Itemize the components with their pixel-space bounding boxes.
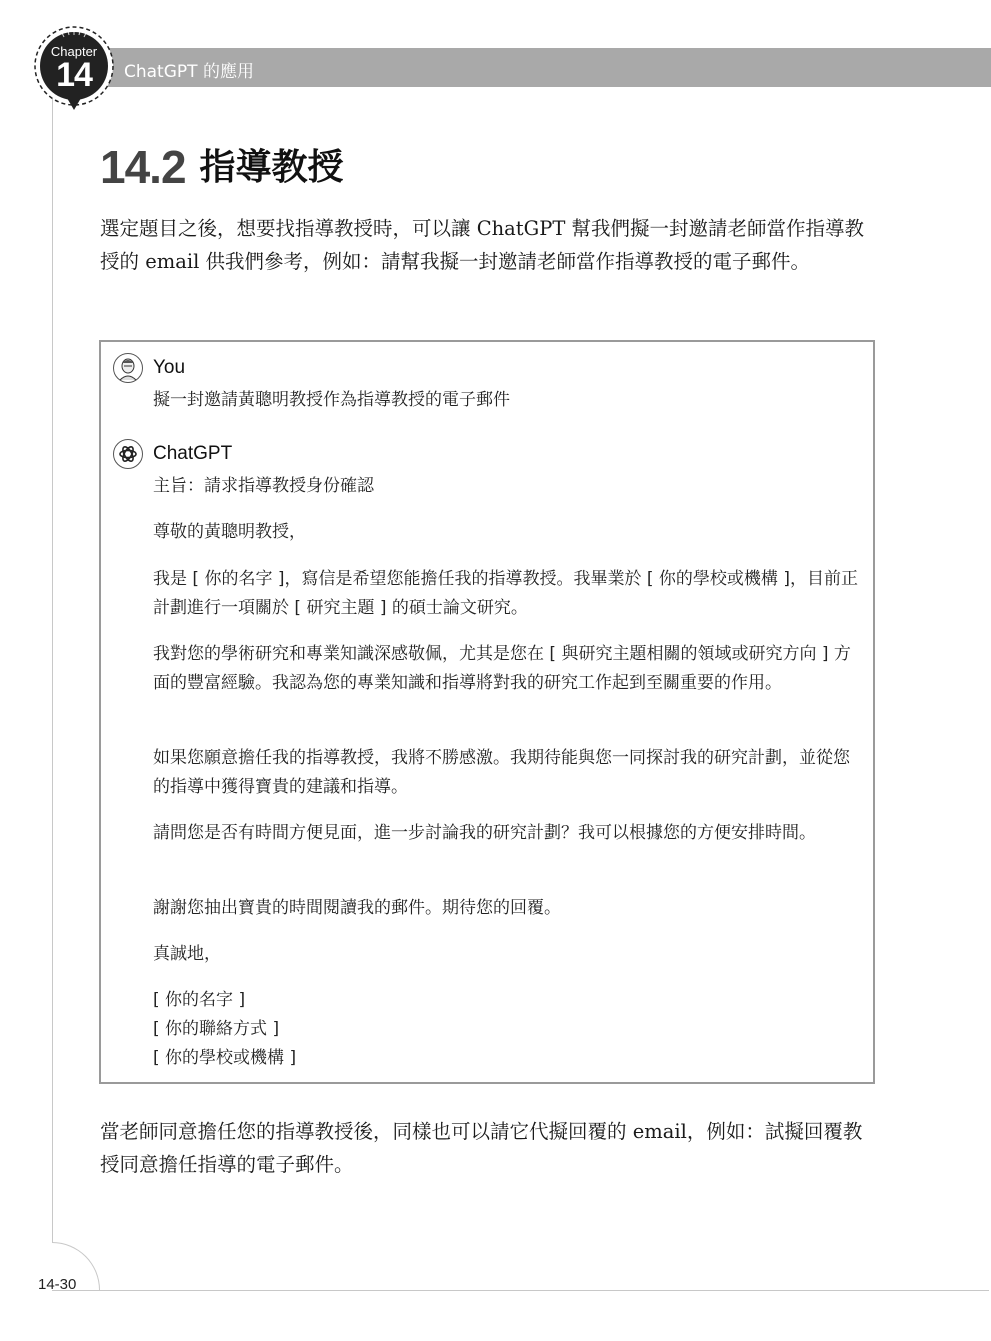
email-paragraph-4: 請問您是否有時間方便見面，進一步討論我的研究計劃？我可以根據您的方便安排時間。	[153, 823, 816, 843]
assistant-name: ChatGPT	[153, 443, 233, 464]
email-paragraph-3: 如果您願意擔任我的指導教授，我將不勝感激。我期待能與您一同探討我的研究計劃，並從您的指導中獲得寶貴的建議和指導。	[153, 748, 850, 797]
header-title: ChatGPT 的應用	[124, 62, 254, 82]
user-name: You	[153, 357, 186, 378]
chapter-label: Chapter	[50, 44, 98, 59]
email-greeting: 尊敬的黃聰明教授，	[153, 522, 306, 542]
email-subject: 主旨：請求指導教授身份確認	[153, 476, 374, 496]
email-sign-name: [ 你的名字 ]	[153, 990, 246, 1010]
chapter-number: 14	[56, 56, 92, 94]
chapter-badge	[34, 26, 114, 106]
user-avatar-icon	[113, 353, 143, 383]
email-closing: 真誠地，	[153, 944, 221, 964]
user-message: 擬一封邀請黃聰明教授作為指導教授的電子郵件	[153, 390, 510, 410]
chatgpt-logo-icon	[113, 439, 143, 469]
outro-paragraph: 當老師同意擔任您的指導教授後，同樣也可以請它代擬回覆的 email，例如：試擬回覆教授同意擔任指導的電子郵件。	[100, 1120, 863, 1176]
email-paragraph-1: 我是 [ 你的名字 ]，寫信是希望您能擔任我的指導教授。我畢業於 [ 你的學校或機構 ]，目前正計劃進行一項關於 [ 研究主題 ] 的碩士論文研究。	[153, 569, 858, 618]
intro-paragraph: 選定題目之後，想要找指導教授時，可以讓 ChatGPT 幫我們擬一封邀請老師當作指導教授的 email 供我們參考，例如：請幫我擬一封邀請老師當作指導教授的電子郵件。	[100, 217, 865, 273]
section-title: 指導教授	[199, 147, 344, 188]
chat-transcript	[99, 340, 875, 1084]
email-paragraph-2: 我對您的學術研究和專業知識深感敬佩，尤其是您在 [ 與研究主題相關的領域或研究方向 ] 方面的豐富經驗。我認為您的專業知識和指導將對我的研究工作起到至關重要的作用。	[153, 644, 851, 693]
section-number: 14.2	[100, 141, 186, 193]
page-number: 14-30	[38, 1276, 77, 1293]
email-sign-contact: [ 你的聯絡方式 ]	[153, 1019, 280, 1039]
email-sign-school: [ 你的學校或機構 ]	[153, 1048, 297, 1068]
section-heading	[100, 140, 344, 194]
email-paragraph-5: 謝謝您抽出寶貴的時間閱讀我的郵件。期待您的回覆。	[153, 898, 561, 918]
